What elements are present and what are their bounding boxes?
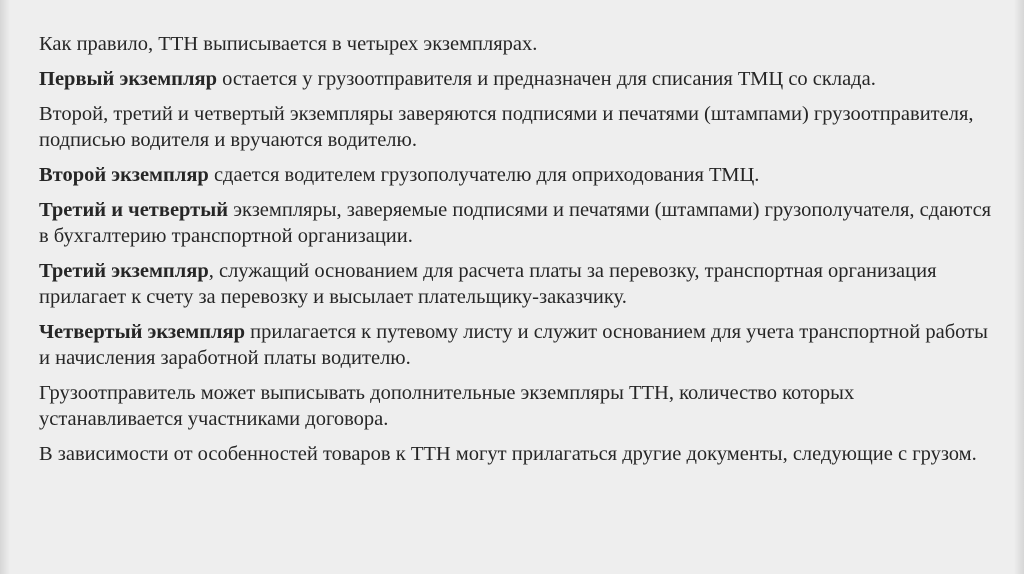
paragraph-text: остается у грузоотправителя и предназначен для списания ТМЦ со склада. [216, 68, 876, 90]
paragraph-5 [39, 197, 999, 249]
paragraph-3 [39, 101, 999, 153]
paragraph-text: В зависимости от особенностей товаров к ТТН могут прилагаться другие документы, следующие с грузом. [39, 443, 977, 465]
paragraph-text: Грузоотправитель может выписывать дополнительные экземпляры ТТН, количество которых устанавливается участниками договора. [39, 382, 855, 430]
paragraph-9 [39, 441, 999, 467]
paragraph-8 [39, 380, 999, 432]
paragraph-text: сдается водителем грузополучателю для оприходования ТМЦ. [208, 164, 760, 186]
paragraph-lead: Третий экземпляр [39, 260, 209, 282]
paragraph-lead: Третий и четвертый [39, 199, 229, 221]
paragraph-text: прилагается к путевому листу и служит основанием для учета транспортной работы и начисления заработной платы водителю. [39, 321, 988, 369]
paragraph-4 [39, 162, 999, 188]
paragraph-2 [39, 66, 999, 92]
paragraph-lead: Первый экземпляр [39, 68, 217, 90]
paragraph-text: , служащий основанием для расчета платы за перевозку, транспортная организация прилагает к счету за перевозку и высылает плательщику-заказчику. [39, 260, 937, 308]
paragraph-text: Как правило, ТТН выписывается в четырех экземплярах. [39, 33, 538, 55]
paragraph-text: экземпляры, заверяемые подписями и печатями (штампами) грузополучателя, сдаются в бухгалтерию транспортной организации. [39, 199, 992, 247]
slide-edge-right [1014, 0, 1024, 574]
paragraph-lead: Четвертый экземпляр [39, 321, 246, 343]
paragraph-6 [39, 258, 999, 310]
paragraph-text: Второй, третий и четвертый экземпляры заверяются подписями и печатями (штампами) грузоотправителя, подписью водителя и вручаются водителю. [39, 103, 974, 151]
paragraph-7 [39, 319, 999, 371]
slide-text-body [39, 31, 999, 476]
paragraph-1 [39, 31, 999, 57]
paragraph-lead: Второй экземпляр [39, 164, 209, 186]
slide-edge-left [0, 0, 10, 574]
